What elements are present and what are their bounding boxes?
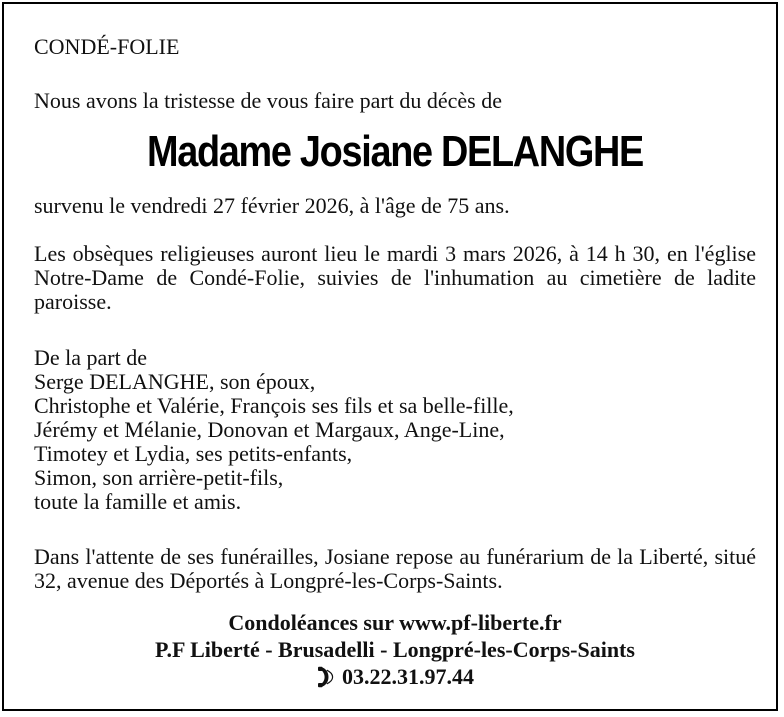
family-line: toute la famille et amis. (34, 489, 242, 514)
funeral-details: Les obsèques religieuses auront lieu le mardi 3 mars 2026, à 14 h 30, en l'église Notre-Dame de Condé-Folie, suivies de l'inhumation au cimetière de ladite paroisse. (34, 241, 756, 314)
family-line: Christophe et Valérie, François ses fils et sa belle-fille, (34, 393, 514, 418)
announcement-intro: Nous avons la tristesse de vous faire part du décès de (34, 88, 502, 113)
deceased-name: Madame Josiane DELANGHE (146, 127, 644, 176)
funeral-home-rest: Dans l'attente de ses funérailles, Josiane repose au funérarium de la Liberté, situé 32, avenue des Déportés à Longpré-les-Corps-Saints. (34, 544, 756, 593)
notice-footer (34, 609, 756, 694)
place-name: CONDÉ-FOLIE (34, 34, 180, 59)
phone-line (34, 663, 756, 694)
funeral-home-line: P.F Liberté - Brusadelli - Longpré-les-Corps-Saints (155, 637, 635, 662)
obituary-notice (2, 2, 778, 711)
condolences-line: Condoléances sur www.pf-liberte.fr (228, 610, 562, 635)
telephone-icon (316, 666, 334, 688)
phone-number: 03.22.31.97.44 (342, 664, 474, 689)
family-line: Serge DELANGHE, son époux, (34, 369, 316, 394)
family-line: De la part de (34, 345, 147, 370)
family-list (34, 346, 514, 514)
death-details: survenu le vendredi 27 février 2026, à l'âge de 75 ans. (34, 193, 510, 218)
family-line: Simon, son arrière-petit-fils, (34, 465, 284, 490)
family-line: Jérémy et Mélanie, Donovan et Margaux, Ange-Line, (34, 417, 505, 442)
family-line: Timotey et Lydia, ses petits-enfants, (34, 441, 353, 466)
